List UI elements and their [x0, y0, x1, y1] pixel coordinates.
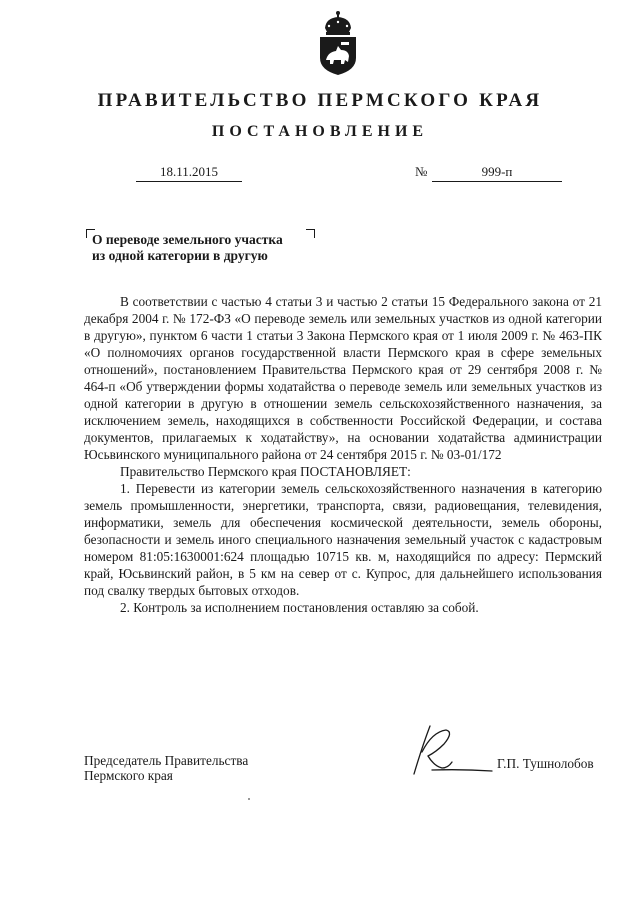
position-line-1: Председатель Правительства [84, 753, 249, 768]
resolves-paragraph: Правительство Пермского края ПОСТАНОВЛЯЕТ: [120, 464, 411, 479]
position-line-2: Пермского края [84, 768, 173, 783]
number-sign: № [415, 164, 428, 179]
document-date: 18.11.2015 [136, 164, 242, 182]
document-number: 999-п [432, 164, 562, 182]
signatory-name: Г.П. Тушнолобов [497, 756, 594, 771]
scan-dot [248, 798, 250, 800]
clause-1-paragraph: 1. Перевести из категории земель сельскохозяйственного назначения в категорию земель промышленности, энергетики, транспорта, связи, радиовещания, телевидения, информатики, земель для обеспечения космической деятельности, земель обороны, безопасности и земель иного специального назначения земельный участок с кадастровым номером 81:05:1630001:624 площадью 10715 кв. м, находящийся по адресу: Пермский край, Юсьвинский район, в 5 км на север от с. Купрос, для дальнейшего использования под свалку твердых бытовых отходов. [84, 481, 602, 598]
coat-of-arms-icon [318, 10, 358, 76]
preamble-paragraph: В соответствии с частью 4 статьи 3 и частью 2 статьи 15 Федерального закона от 21 декабря 2004 г. № 172-ФЗ «О переводе земель или земельных участков из одной категории в другую», пунктом 6 части 1 статьи 3 Закона Пермского края от 1 июля 2009 г. № 463-ПК «О полномочиях органов государственной власти Пермского края в сфере земельных отношений», постановлением Правительства Пермского края от 29 сентября 2008 г. № 464-п «Об утверждении формы ходатайства о переводе земель или земельных участков из одной категории в другую в отношении земель сельскохозяйственного назначения, за исключением земель, находящихся в собственности Российской Федерации, и состава документов, прилагаемых к ходатайству», на основании ходатайства администрации Юсьвинского муниципального района от 24 сентября 2015 г. № 03-01/172 [84, 294, 602, 462]
subject-line-1: О переводе земельного участка [92, 232, 283, 247]
organization-title: ПРАВИТЕЛЬСТВО ПЕРМСКОГО КРАЯ [97, 90, 543, 111]
signatory-position [84, 753, 248, 783]
subject-line-2: из одной категории в другую [92, 248, 268, 263]
clause-2-paragraph: 2. Контроль за исполнением постановления оставляю за собой. [120, 600, 479, 615]
document-body [84, 293, 602, 616]
document-type: ПОСТАНОВЛЕНИЕ [211, 123, 429, 140]
handwritten-signature-icon [392, 722, 512, 782]
document-subject [92, 232, 322, 264]
